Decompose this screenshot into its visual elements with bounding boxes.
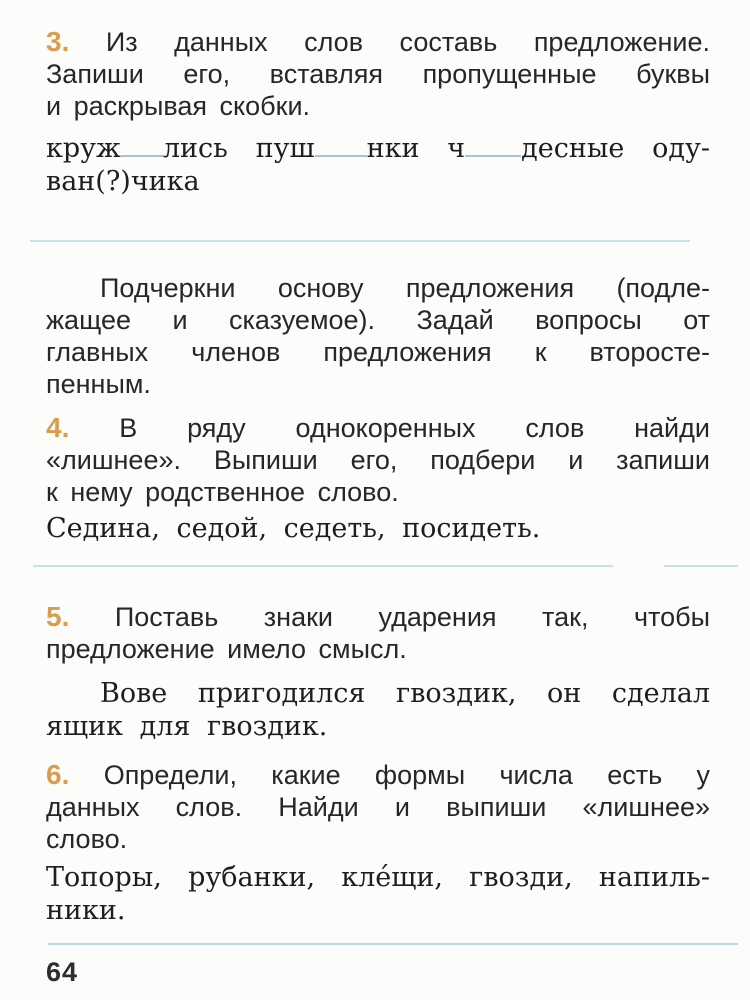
instruction-line: и раскрывая скобки. [46, 91, 311, 121]
material-line: ники. [46, 895, 126, 926]
exercise-number: 5. [46, 601, 70, 632]
instruction-line: жащее и сказуемое). Задай вопросы от [46, 305, 710, 335]
blank-line [315, 155, 367, 157]
instruction-text: Определи, какие формы числа есть у [103, 760, 710, 790]
instruction-line [46, 601, 710, 633]
material-line: ящик для гвоздик. [46, 711, 328, 742]
section-divider [46, 565, 710, 567]
exercise-3 [46, 26, 710, 198]
instruction-line: «лишнее». Выпиши его, подбери и запиши [46, 445, 710, 475]
material-line: Седина, седой, седеть, посидеть. [46, 513, 541, 544]
word-fragment: оду- [652, 133, 710, 164]
instruction-line [46, 759, 710, 791]
exercise-number: 3. [46, 26, 70, 57]
instruction-line: главных членов предложения к второсте- [46, 337, 710, 367]
instruction-line: слово. [46, 824, 128, 854]
exercise-6 [46, 759, 710, 927]
followup-paragraph [46, 272, 710, 400]
instruction-text: В ряду однокоренных слов найди [119, 413, 710, 443]
instruction-text: Из данных слов составь предложение. [105, 27, 710, 57]
section-divider [30, 240, 690, 242]
material-line [46, 132, 710, 165]
material-line: ван(?)чика [46, 166, 200, 197]
material-line: Вове пригодился гвоздик, он сделал [100, 678, 710, 709]
footer-rule [48, 943, 738, 945]
word-with-blank: пуш нки [255, 133, 420, 164]
exercise-number: 6. [46, 759, 70, 790]
instruction-line [46, 412, 710, 444]
exercise-number: 4. [46, 412, 70, 443]
instruction-line: Запиши его, вставляя пропущенные буквы [46, 59, 710, 89]
exercise-5 [46, 601, 710, 743]
word-with-blank: круж лись [46, 133, 228, 164]
instruction-line: к нему родственное слово. [46, 477, 399, 507]
instruction-line: предложение имело смысл. [46, 634, 407, 664]
page-number: 64 [46, 957, 79, 987]
instruction-line [46, 26, 710, 58]
instruction-line: Подчеркни основу предложения (подле- [100, 273, 710, 303]
material-line: Топоры, рубанки, кле́щи, гвозди, напиль- [46, 862, 710, 893]
instruction-line: пенным. [46, 369, 151, 399]
instruction-line: данных слов. Найди и выпиши «лишнее» [46, 792, 710, 822]
blank-line [465, 155, 521, 157]
exercise-4 [46, 412, 710, 545]
blank-line [121, 155, 163, 157]
instruction-text: Поставь знаки ударения так, чтобы [114, 602, 710, 632]
word-with-blank: ч десные [447, 133, 625, 164]
